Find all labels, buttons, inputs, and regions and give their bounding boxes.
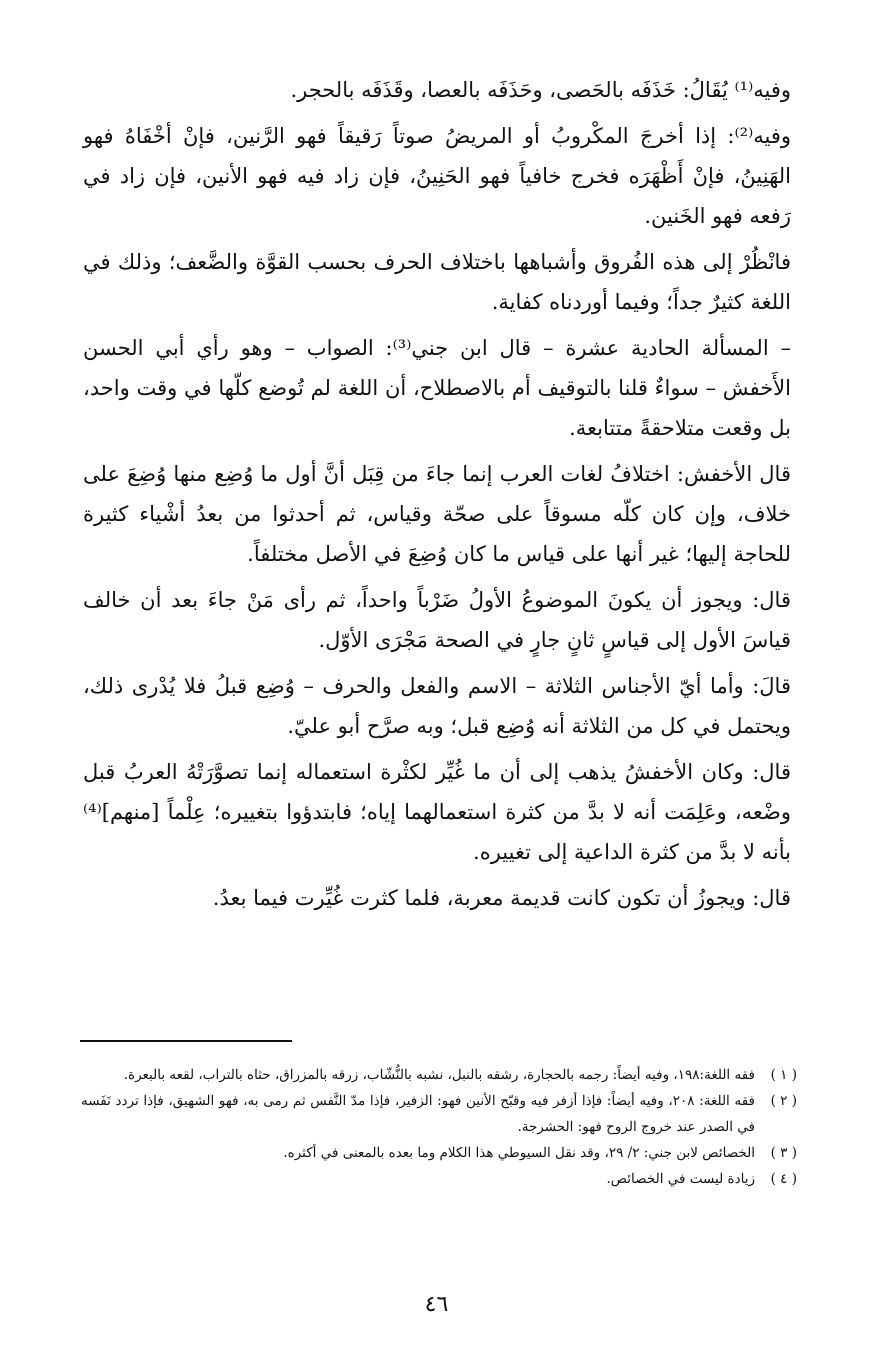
footnote-number: ( ٤ ) xyxy=(770,1171,797,1187)
page-number: ٤٦ xyxy=(424,1292,449,1317)
footnote-text: زيادة ليست في الخصائص. xyxy=(606,1171,755,1187)
paragraph-1: وفيه⁽¹⁾ يُقَالُ: خَذَفَه بالحَصى، وحَذَفَه بالعصا، وقَذَفَه بالحجر. xyxy=(290,78,791,102)
footnote-4 xyxy=(81,1166,797,1192)
footnote-number: ( ١ ) xyxy=(770,1067,797,1083)
footnote-3 xyxy=(81,1140,797,1166)
footnote-2 xyxy=(81,1088,797,1140)
paragraph-3: فانْظُرْ إلى هذه الفُروق وأشباهها باختلاف الحرف بحسب القوَّة والضَّعف؛ وذلك في اللغة كثيرٌ جداً؛ وفيما أوردناه كفاية. xyxy=(83,250,791,314)
paragraph-2: وفيه⁽²⁾: إذا أخرجَ المكْروبُ أو المريضُ صوتاً رَقيقاً فهو الرَّنين، فإنْ أخْفَاهُ فهو الهَنِينُ، فإنْ أَظْهَرَه فخرج خافياً فهو الحَنِينُ، فإن زاد فيه فهو الأنين، فإن زاد في رَفعه فهو الخَنين. xyxy=(83,124,791,228)
paragraph-7: قالَ: وأما أيّ الأجناس الثلاثة – الاسم والفعل والحرف – وُضِع قبلُ فلا يُدْرى ذلك، ويحتمل في كل من الثلاثة أنه وُضِع قبل؛ وبه صرَّح أبو عليّ. xyxy=(83,674,791,738)
paragraph-4: – المسألة الحادية عشرة – قال ابن جني⁽³⁾: الصواب – وهو رأي أبي الحسن الأَخفش – سواءٌ قلنا بالتوقيف أم بالاصطلاح، أن اللغة لم تُوضع كلّها في وقت واحد، بل وقعت متلاحقةً متتابعة. xyxy=(83,336,791,440)
footnote-number: ( ٣ ) xyxy=(770,1145,797,1161)
footnote-text: الخصائص لابن جني: ٢/ ٢٩، وقد نقل السيوطي هذا الكلام وما بعده بالمعنى في أكثره. xyxy=(283,1145,755,1161)
footnote-text: فقه اللغة: ٢٠٨، وفيه أيضاً: فإذا أزفر فيه وقبّح الأنين فهو: الزفير، فإذا مدّ النَّفس ثم رمى به، فهو الشهيق، فإذا تردد نَفَسه في الصدر عند خروج الروح فهو: الحشرجة. xyxy=(81,1093,755,1135)
paragraph-9: قال: ويجوزُ أن تكون كانت قديمة معربة، فلما كثرت غُيِّرت فيما بعدُ. xyxy=(212,886,791,910)
footnote-1 xyxy=(81,1062,797,1088)
footnote-number: ( ٢ ) xyxy=(770,1093,797,1109)
footnote-divider xyxy=(80,1040,292,1042)
paragraph-8: قال: وكان الأخفشُ يذهب إلى أن ما غُيِّر لكثْرة استعماله إنما تصوَّرَتْهُ العربُ قبل وضْعه، وعَلِمَت أنه لا بدَّ من كثرة استعمالهما إياه؛ فابتدؤوا بتغييره؛ عِلْماً [منهم]⁽⁴⁾ بأنه لا بدَّ من كثرة الداعية إلى تغييره. xyxy=(83,760,791,864)
paragraph-5: قال الأخفش: اختلافُ لغات العرب إنما جاءَ من قِبَل أنَّ أول ما وُضِع منها وُضِعَ على خلاف، وإن كان كلّه مسوقاً على صحّة وقياس، ثم أحدثوا من بعدُ أشْياء كثيرة للحاجة إليها؛ غير أنها على قياس ما كان وُضِعَ في الأصل مختلفاً. xyxy=(83,462,791,566)
main-text xyxy=(83,70,791,924)
footnote-text: فقه اللغة:١٩٨، وفيه أيضاً: رجمه بالحجارة، رشقه بالنبل، نشبه بالنُّشّاب، زرقه بالمزراق، حثاه بالتراب، لقعه بالبعرة. xyxy=(123,1067,755,1083)
paragraph-6: قال: ويجوز أن يكونَ الموضوعُ الأولُ ضَرْباً واحداً، ثم رأى مَنْ جاءَ بعد أن خالف قياسَ الأول إلى قياسٍ ثانٍ جارٍ في الصحة مَجْرَى الأوّل. xyxy=(83,588,791,652)
footnotes xyxy=(81,1062,797,1192)
